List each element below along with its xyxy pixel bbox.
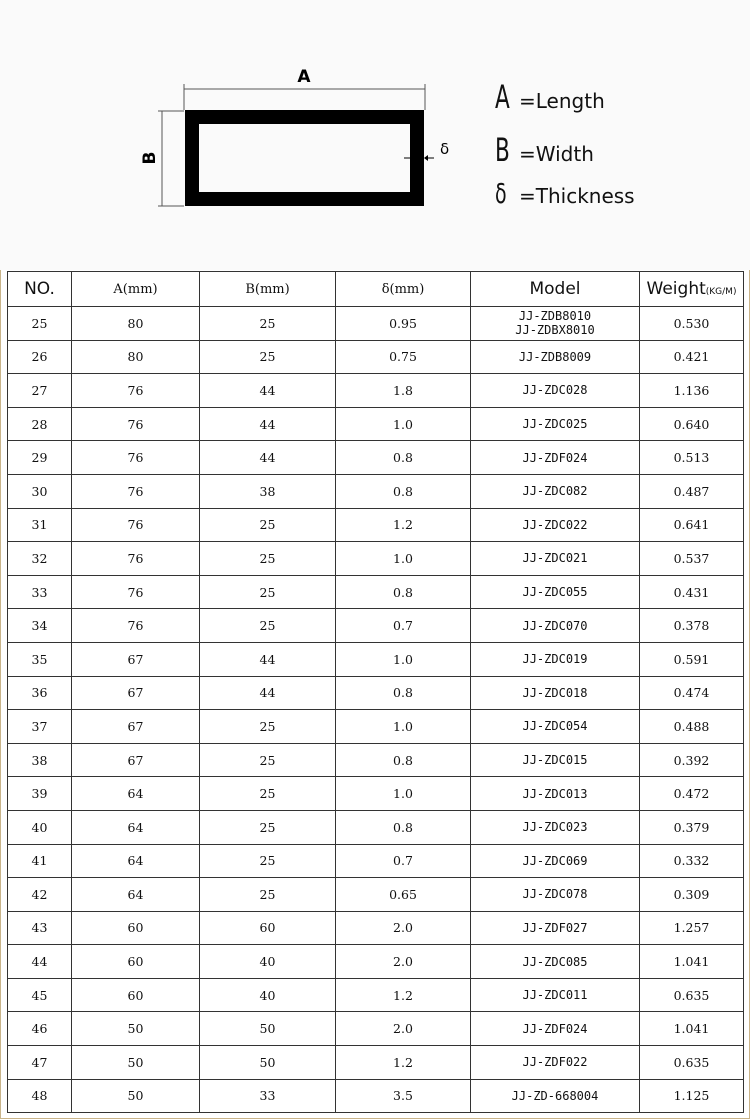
cell-model-line: JJ-ZDC011 (522, 988, 588, 1003)
cell-a: 50 (72, 1012, 200, 1046)
cell-delta: 0.8 (336, 743, 471, 777)
cell-no: 40 (8, 810, 72, 844)
cell-model-line: JJ-ZDC085 (522, 954, 588, 969)
cell-no: 27 (8, 374, 72, 408)
cell-model (471, 844, 640, 878)
tube-profile (192, 117, 417, 199)
cell-model (471, 878, 640, 912)
cell-no: 31 (8, 508, 72, 542)
cell-b: 25 (200, 878, 336, 912)
cell-delta: 0.8 (336, 474, 471, 508)
cell-model (471, 676, 640, 710)
spec-table (7, 271, 744, 1113)
cell-weight: 0.487 (640, 474, 744, 508)
cell-a: 76 (72, 374, 200, 408)
cell-b: 50 (200, 1046, 336, 1080)
cell-weight: 1.041 (640, 1012, 744, 1046)
cell-no: 30 (8, 474, 72, 508)
cell-no: 28 (8, 407, 72, 441)
legend-thickness-text: =Thickness (519, 184, 635, 208)
cell-model-line: JJ-ZDC054 (522, 719, 588, 734)
cell-model-line: JJ-ZDC022 (522, 517, 588, 532)
header-no: NO. (8, 272, 72, 307)
table-row (8, 978, 744, 1012)
table-row (8, 407, 744, 441)
cell-a: 76 (72, 407, 200, 441)
cell-no: 35 (8, 642, 72, 676)
legend-width-text: =Width (519, 142, 594, 166)
cell-no: 41 (8, 844, 72, 878)
cell-a: 50 (72, 1046, 200, 1080)
cell-delta: 0.95 (336, 307, 471, 341)
header-weight-unit: (KG/M) (705, 287, 737, 297)
cell-delta: 2.0 (336, 945, 471, 979)
cell-b: 25 (200, 743, 336, 777)
cell-b: 50 (200, 1012, 336, 1046)
table-row (8, 945, 744, 979)
cell-weight: 0.530 (640, 307, 744, 341)
cell-delta: 0.8 (336, 810, 471, 844)
table-row (8, 542, 744, 576)
cell-model-line: JJ-ZDF024 (522, 450, 588, 465)
legend-thickness (495, 177, 635, 210)
cell-weight: 0.641 (640, 508, 744, 542)
cell-weight: 0.332 (640, 844, 744, 878)
cell-b: 40 (200, 945, 336, 979)
header-b: B(mm) (200, 272, 336, 307)
cell-a: 67 (72, 642, 200, 676)
cell-a: 67 (72, 676, 200, 710)
table-row (8, 844, 744, 878)
cell-model (471, 575, 640, 609)
cell-a: 67 (72, 743, 200, 777)
cell-model (471, 945, 640, 979)
cell-model-line: JJ-ZDC019 (522, 652, 588, 667)
header-model: Model (471, 272, 640, 307)
cell-no: 43 (8, 911, 72, 945)
cell-a: 50 (72, 1079, 200, 1113)
cell-model (471, 474, 640, 508)
cell-delta: 0.75 (336, 340, 471, 374)
cell-b: 25 (200, 575, 336, 609)
cell-no: 42 (8, 878, 72, 912)
cell-weight: 0.309 (640, 878, 744, 912)
header-weight-label: Weight (646, 279, 706, 299)
cell-model (471, 777, 640, 811)
legend-width-symbol: B (495, 131, 510, 169)
cell-b: 38 (200, 474, 336, 508)
cell-b: 60 (200, 911, 336, 945)
cell-delta: 1.0 (336, 407, 471, 441)
cell-a: 64 (72, 878, 200, 912)
cell-model-line: JJ-ZDF024 (522, 1021, 588, 1036)
cell-model-line: JJ-ZDF022 (522, 1055, 588, 1070)
cell-no: 25 (8, 307, 72, 341)
cell-a: 80 (72, 307, 200, 341)
cell-weight: 0.513 (640, 441, 744, 475)
cell-model-line: JJ-ZD-668004 (511, 1088, 599, 1103)
cell-a: 60 (72, 945, 200, 979)
cell-model-line: JJ-ZDC021 (522, 551, 588, 566)
cell-model-line: JJ-ZDC015 (522, 753, 588, 768)
cell-a: 80 (72, 340, 200, 374)
header-delta: δ(mm) (336, 272, 471, 307)
cell-model-line: JJ-ZDC078 (522, 887, 588, 902)
cell-a: 60 (72, 978, 200, 1012)
cell-model (471, 508, 640, 542)
cell-model-line: JJ-ZDC018 (522, 685, 588, 700)
cell-no: 37 (8, 710, 72, 744)
cell-b: 25 (200, 609, 336, 643)
cell-no: 44 (8, 945, 72, 979)
cell-model-line: JJ-ZDC069 (522, 853, 588, 868)
cell-weight: 0.635 (640, 978, 744, 1012)
cell-a: 64 (72, 777, 200, 811)
legend-length (495, 78, 605, 116)
cell-no: 47 (8, 1046, 72, 1080)
cell-weight: 0.431 (640, 575, 744, 609)
cell-b: 44 (200, 676, 336, 710)
cell-model-line: JJ-ZDF027 (522, 920, 588, 935)
cell-no: 33 (8, 575, 72, 609)
cell-a: 76 (72, 508, 200, 542)
cell-a: 76 (72, 609, 200, 643)
cell-delta: 1.0 (336, 777, 471, 811)
cell-model-line: JJ-ZDC025 (522, 417, 588, 432)
cell-b: 25 (200, 542, 336, 576)
cell-b: 44 (200, 441, 336, 475)
cell-b: 33 (200, 1079, 336, 1113)
cell-model (471, 374, 640, 408)
table-row (8, 911, 744, 945)
cell-a: 60 (72, 911, 200, 945)
table-row (8, 777, 744, 811)
cell-no: 48 (8, 1079, 72, 1113)
delta-arrow-out-head (424, 155, 428, 161)
cell-delta: 0.65 (336, 878, 471, 912)
cell-b: 25 (200, 307, 336, 341)
cell-a: 76 (72, 542, 200, 576)
cell-delta: 3.5 (336, 1079, 471, 1113)
cell-b: 25 (200, 844, 336, 878)
cell-weight: 0.635 (640, 1046, 744, 1080)
cell-no: 32 (8, 542, 72, 576)
cell-a: 64 (72, 810, 200, 844)
cell-model (471, 542, 640, 576)
table-row (8, 1046, 744, 1080)
table-row (8, 1079, 744, 1113)
cell-weight: 0.537 (640, 542, 744, 576)
table-row (8, 340, 744, 374)
cell-b: 44 (200, 642, 336, 676)
header-weight (640, 272, 744, 307)
cell-model (471, 407, 640, 441)
header-a: A(mm) (72, 272, 200, 307)
table-row (8, 374, 744, 408)
legend-thickness-symbol: δ (495, 177, 507, 210)
profile-diagram (0, 0, 750, 270)
cell-model (471, 340, 640, 374)
cell-weight: 1.257 (640, 911, 744, 945)
cell-weight: 0.474 (640, 676, 744, 710)
cell-model (471, 978, 640, 1012)
cell-no: 38 (8, 743, 72, 777)
cell-delta: 1.2 (336, 978, 471, 1012)
cell-no: 39 (8, 777, 72, 811)
cell-delta: 0.7 (336, 609, 471, 643)
cell-delta: 1.0 (336, 642, 471, 676)
cell-b: 25 (200, 508, 336, 542)
cell-no: 45 (8, 978, 72, 1012)
cell-delta: 1.2 (336, 508, 471, 542)
cell-model-line: JJ-ZDB8010 (518, 309, 592, 324)
cell-model-line: JJ-ZDC055 (522, 585, 588, 600)
cell-b: 25 (200, 810, 336, 844)
cell-b: 40 (200, 978, 336, 1012)
table-row (8, 609, 744, 643)
cell-weight: 0.472 (640, 777, 744, 811)
cell-a: 76 (72, 575, 200, 609)
cell-a: 64 (72, 844, 200, 878)
legend-length-text: =Length (519, 89, 605, 113)
table-row (8, 878, 744, 912)
cell-no: 26 (8, 340, 72, 374)
cell-model (471, 1046, 640, 1080)
cell-weight: 1.041 (640, 945, 744, 979)
table-body (8, 307, 744, 1113)
cell-a: 76 (72, 474, 200, 508)
cell-model (471, 609, 640, 643)
dim-a-label: A (297, 67, 311, 87)
legend-width (495, 131, 594, 169)
cell-no: 46 (8, 1012, 72, 1046)
cell-delta: 2.0 (336, 911, 471, 945)
legend-length-symbol: A (495, 78, 510, 116)
cell-weight: 1.125 (640, 1079, 744, 1113)
cell-weight: 1.136 (640, 374, 744, 408)
cell-weight: 0.591 (640, 642, 744, 676)
cell-weight: 0.488 (640, 710, 744, 744)
table-row (8, 676, 744, 710)
cell-b: 44 (200, 407, 336, 441)
cell-weight: 0.421 (640, 340, 744, 374)
cell-model-line: JJ-ZDC023 (522, 820, 588, 835)
cell-delta: 1.0 (336, 710, 471, 744)
table-row (8, 810, 744, 844)
cell-model (471, 1012, 640, 1046)
cell-delta: 0.8 (336, 441, 471, 475)
cell-b: 25 (200, 340, 336, 374)
cell-model (471, 441, 640, 475)
cell-model (471, 1079, 640, 1113)
cell-model-line: JJ-ZDC082 (522, 484, 588, 499)
cell-model-line: JJ-ZDC070 (522, 618, 588, 633)
cell-delta: 2.0 (336, 1012, 471, 1046)
cell-model (471, 642, 640, 676)
table-row (8, 743, 744, 777)
cell-model-line: JJ-ZDC028 (522, 383, 588, 398)
cell-a: 76 (72, 441, 200, 475)
spec-table-wrap (7, 271, 743, 1113)
cell-model (471, 710, 640, 744)
cell-model-line: JJ-ZDC013 (522, 786, 588, 801)
cell-weight: 0.378 (640, 609, 744, 643)
cell-no: 29 (8, 441, 72, 475)
cell-weight: 0.379 (640, 810, 744, 844)
diagram-area (0, 0, 750, 270)
table-row (8, 642, 744, 676)
cell-no: 36 (8, 676, 72, 710)
table-row (8, 710, 744, 744)
cell-delta: 0.8 (336, 676, 471, 710)
cell-model (471, 911, 640, 945)
cell-delta: 0.7 (336, 844, 471, 878)
cell-weight: 0.392 (640, 743, 744, 777)
cell-model-line: JJ-ZDBX8010 (515, 323, 595, 338)
cell-delta: 1.8 (336, 374, 471, 408)
table-row (8, 474, 744, 508)
cell-a: 67 (72, 710, 200, 744)
cell-b: 44 (200, 374, 336, 408)
table-row (8, 307, 744, 341)
delta-label: δ (440, 140, 450, 158)
dim-b-label: B (140, 151, 160, 165)
table-row (8, 508, 744, 542)
cell-delta: 0.8 (336, 575, 471, 609)
table-row (8, 1012, 744, 1046)
cell-model (471, 743, 640, 777)
cell-model-line: JJ-ZDB8009 (518, 349, 592, 364)
cell-delta: 1.2 (336, 1046, 471, 1080)
cell-no: 34 (8, 609, 72, 643)
table-header-row (8, 272, 744, 307)
table-row (8, 441, 744, 475)
cell-model (471, 810, 640, 844)
cell-b: 25 (200, 777, 336, 811)
cell-b: 25 (200, 710, 336, 744)
table-row (8, 575, 744, 609)
cell-model (471, 307, 640, 341)
cell-delta: 1.0 (336, 542, 471, 576)
cell-weight: 0.640 (640, 407, 744, 441)
